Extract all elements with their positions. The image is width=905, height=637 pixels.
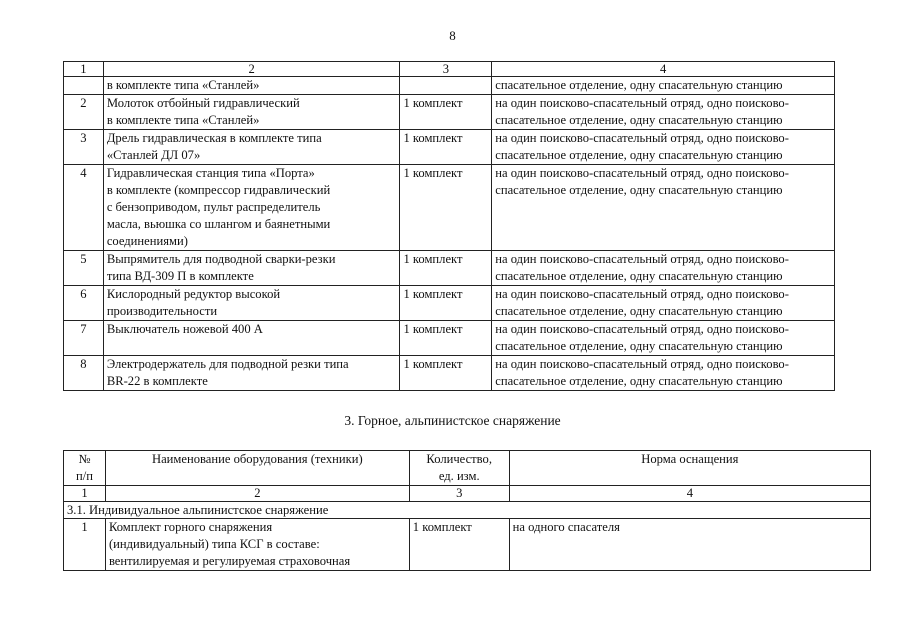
norm-line: на один поисково-спасательный отряд, одно поисково- — [495, 131, 789, 145]
equipment-name-cell — [103, 321, 400, 356]
norm-line: спасательное отделение, одну спасательную станцию — [495, 113, 783, 127]
equipment-name-cell — [103, 95, 400, 130]
norm-line: спасательное отделение, одну спасательную станцию — [495, 304, 783, 318]
norm-line: спасательное отделение, одну спасательную станцию — [495, 339, 783, 353]
norm-cell — [492, 286, 835, 321]
equipment-name-line: вентилируемая и регулируемая страховочная — [108, 554, 351, 568]
equipment-name-line: Кислородный редуктор высокой — [106, 287, 281, 301]
equipment-name-line: с бензоприводом, пульт распределитель — [106, 200, 321, 214]
norm-line: на один поисково-спасательный отряд, одно поисково- — [495, 252, 789, 266]
equipment-name-line: в комплекте (компрессор гидравлический — [106, 183, 331, 197]
equipment-name-line: в комплекте типа «Станлей» — [106, 113, 260, 127]
quantity-cell: 1 комплект — [400, 165, 492, 251]
equipment-name-line: «Станлей ДЛ 07» — [106, 148, 201, 162]
equipment-name-line: Электродержатель для подводной резки типа — [106, 357, 349, 371]
norm-cell — [492, 95, 835, 130]
quantity-cell: 1 комплект — [400, 130, 492, 165]
equipment-name-line: соединениями) — [106, 234, 188, 248]
continuation-row — [64, 77, 835, 95]
header-number-line: № — [78, 452, 91, 466]
table-row — [64, 286, 835, 321]
column-number-row — [64, 486, 871, 502]
header-quantity — [409, 451, 509, 486]
norm-cell — [509, 519, 870, 571]
equipment-name-line: (индивидуальный) типа КСГ в составе: — [108, 537, 320, 551]
column-number: 1 — [64, 486, 106, 502]
column-number: 2 — [105, 486, 409, 502]
equipment-name-cell — [103, 130, 400, 165]
equipment-name-line: Дрель гидравлическая в комплекте типа — [106, 131, 322, 145]
row-number-cell: 1 — [64, 519, 106, 571]
equipment-name-cell — [103, 356, 400, 391]
norm-line: спасательное отделение, одну спасательную станцию — [495, 269, 783, 283]
table-row — [64, 95, 835, 130]
column-number: 3 — [400, 62, 492, 77]
quantity-cell: 1 комплект — [400, 251, 492, 286]
quantity-cell: 1 комплект — [400, 356, 492, 391]
row-number-cell: 2 — [64, 95, 104, 130]
norm-line: спасательное отделение, одну спасательную станцию — [495, 374, 783, 388]
equipment-name-line: Гидравлическая станция типа «Порта» — [106, 166, 315, 180]
column-number: 4 — [492, 62, 835, 77]
equipment-name-cell — [103, 286, 400, 321]
norm-cell — [492, 321, 835, 356]
row-number-cell: 7 — [64, 321, 104, 356]
table-row — [64, 321, 835, 356]
equipment-name-line: в комплекте типа «Станлей» — [106, 78, 260, 92]
mountain-equipment-table — [63, 450, 871, 571]
subsection-title: 3.1. Индивидуальное альпинистское снаряжение — [64, 502, 871, 519]
header-number — [64, 451, 106, 486]
quantity-cell: 1 комплект — [400, 286, 492, 321]
row-number-cell: 3 — [64, 130, 104, 165]
equipment-name-cell — [103, 251, 400, 286]
equipment-name-line: производительности — [106, 304, 218, 318]
norm-line: на один поисково-спасательный отряд, одно поисково- — [495, 287, 789, 301]
equipment-name-line: Выпрямитель для подводной сварки-резки — [106, 252, 336, 266]
table-row — [64, 519, 871, 571]
norm-cell — [492, 77, 835, 95]
norm-line: на один поисково-спасательный отряд, одно поисково- — [495, 322, 789, 336]
header-quantity-line: ед. изм. — [438, 469, 480, 483]
equipment-name-line: BR-22 в комплекте — [106, 374, 208, 388]
header-number-line: п/п — [75, 469, 93, 483]
equipment-name-cell — [105, 519, 409, 571]
table-header-row — [64, 451, 871, 486]
norm-line: на один поисково-спасательный отряд, одно поисково- — [495, 96, 789, 110]
header-quantity-line: Количество, — [426, 452, 492, 466]
table-row — [64, 165, 835, 251]
table-row — [64, 130, 835, 165]
norm-cell — [492, 130, 835, 165]
norm-cell — [492, 356, 835, 391]
quantity-cell — [400, 77, 492, 95]
header-norm: Норма оснащения — [509, 451, 870, 486]
norm-line: спасательное отделение, одну спасательную станцию — [495, 78, 783, 92]
row-number-cell: 6 — [64, 286, 104, 321]
column-number: 3 — [409, 486, 509, 502]
norm-cell — [492, 251, 835, 286]
quantity-cell: 1 комплект — [409, 519, 509, 571]
subsection-row — [64, 502, 871, 519]
row-number-cell: 5 — [64, 251, 104, 286]
column-number: 2 — [103, 62, 400, 77]
page-number: 8 — [449, 28, 456, 43]
equipment-name-line: типа ВД-309 П в комплекте — [106, 269, 254, 283]
equipment-table-continued — [63, 61, 835, 391]
norm-line: на один поисково-спасательный отряд, одно поисково- — [495, 166, 789, 180]
norm-line: спасательное отделение, одну спасательную станцию — [495, 148, 783, 162]
equipment-name-line: Комплект горного снаряжения — [108, 520, 273, 534]
equipment-name-cell — [103, 77, 400, 95]
norm-line: на одного спасателя — [512, 520, 620, 534]
equipment-name-line: Выключатель ножевой 400 А — [106, 322, 263, 336]
table-row — [64, 356, 835, 391]
row-number-cell: 4 — [64, 165, 104, 251]
norm-cell — [492, 165, 835, 251]
quantity-cell: 1 комплект — [400, 321, 492, 356]
column-number: 1 — [64, 62, 104, 77]
column-number-row — [64, 62, 835, 77]
header-name: Наименование оборудования (техники) — [105, 451, 409, 486]
row-number-cell — [64, 77, 104, 95]
equipment-name-line: Молоток отбойный гидравлический — [106, 96, 300, 110]
row-number-cell: 8 — [64, 356, 104, 391]
table-row — [64, 251, 835, 286]
quantity-cell: 1 комплект — [400, 95, 492, 130]
equipment-name-cell — [103, 165, 400, 251]
column-number: 4 — [509, 486, 870, 502]
norm-line: на один поисково-спасательный отряд, одно поисково- — [495, 357, 789, 371]
section-title: 3. Горное, альпинистское снаряжение — [344, 413, 561, 428]
equipment-name-line: масла, вьюшка со шлангом и баянетными — [106, 217, 331, 231]
norm-line: спасательное отделение, одну спасательную станцию — [495, 183, 783, 197]
